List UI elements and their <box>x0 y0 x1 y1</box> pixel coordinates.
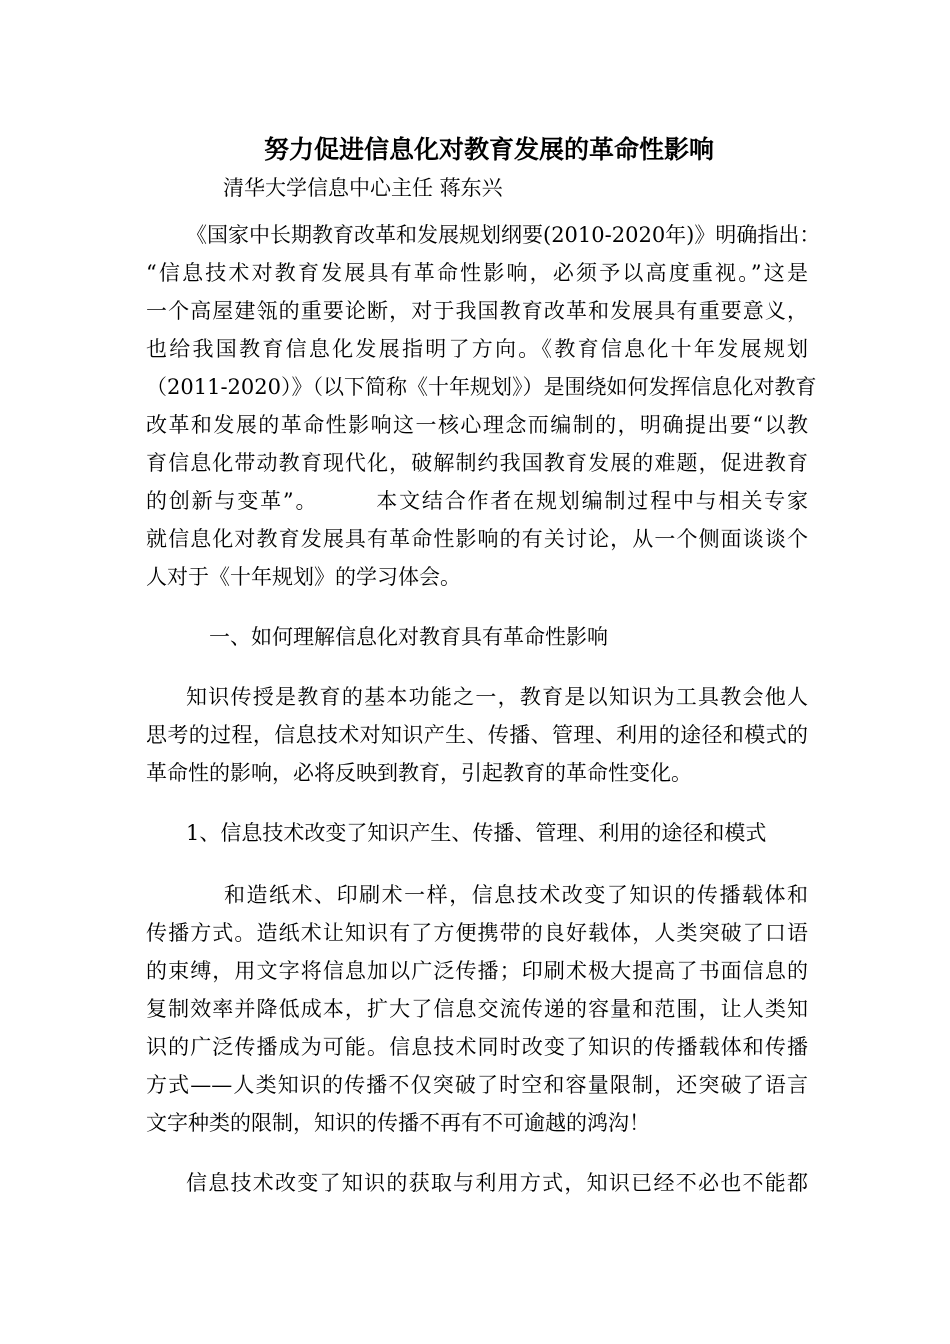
document-title: 努力促进信息化对教育发展的革命性影响 <box>263 135 714 164</box>
paragraph-line: 改革和发展的革命性影响这一核心理念而编制的，明确提出要“以教 <box>146 413 808 437</box>
paragraph-line: 复制效率并降低成本，扩大了信息交流传递的容量和范围，让人类知 <box>146 997 808 1021</box>
paragraph-line: 方式——人类知识的传播不仅突破了时空和容量限制，还突破了语言 <box>146 1073 808 1097</box>
paragraph-line: 和造纸术、印刷术一样，信息技术改变了知识的传播载体和 <box>224 883 808 907</box>
paragraph-line: 的创新与变革”。 本文结合作者在规划编制过程中与相关专家 <box>146 489 808 513</box>
paragraph-line: 就信息化对教育发展具有革命性影响的有关讨论，从一个侧面谈谈个 <box>146 527 808 551</box>
author-line: 清华大学信息中心主任 蒋东兴 <box>223 176 503 200</box>
paragraph-line: 育信息化带动教育现代化，破解制约我国教育发展的难题，促进教育 <box>146 451 808 475</box>
paragraph-line: 文字种类的限制，知识的传播不再有不可逾越的鸿沟！ <box>146 1111 650 1135</box>
paragraph-line: 一个高屋建瓴的重要论断，对于我国教育改革和发展具有重要意义， <box>146 299 808 323</box>
section-heading: 一、如何理解信息化对教育具有革命性影响 <box>209 625 608 649</box>
paragraph-line: 革命性的影响，必将反映到教育，引起教育的革命性变化。 <box>146 761 692 785</box>
paragraph-line: 信息技术改变了知识的获取与利用方式，知识已经不必也不能都 <box>186 1171 808 1195</box>
paragraph-line: 识的广泛传播成为可能。信息技术同时改变了知识的传播载体和传播 <box>146 1035 808 1059</box>
paragraph-line: 传播方式。造纸术让知识有了方便携带的良好载体，人类突破了口语 <box>146 921 808 945</box>
paragraph-line: “信息技术对教育发展具有革命性影响，必须予以高度重视。”这是 <box>146 261 808 285</box>
paragraph-line: 《国家中长期教育改革和发展规划纲要(2010-2020年)》明确指出： <box>186 223 821 247</box>
subsection-heading: 1、信息技术改变了知识产生、传播、管理、利用的途径和模式 <box>186 821 767 845</box>
paragraph-line: 思考的过程，信息技术对知识产生、传播、管理、利用的途径和模式的 <box>146 723 808 747</box>
paragraph-line: 知识传授是教育的基本功能之一，教育是以知识为工具教会他人 <box>186 685 808 709</box>
paragraph-line: （2011-2020）》（以下简称《十年规划》）是围绕如何发挥信息化对教育 <box>146 375 817 399</box>
paragraph-line: 人对于《十年规划》的学习体会。 <box>146 565 461 589</box>
paragraph-line: 也给我国教育信息化发展指明了方向。《教育信息化十年发展规划 <box>146 337 808 361</box>
paragraph-line: 的束缚，用文字将信息加以广泛传播；印刷术极大提高了书面信息的 <box>146 959 808 983</box>
